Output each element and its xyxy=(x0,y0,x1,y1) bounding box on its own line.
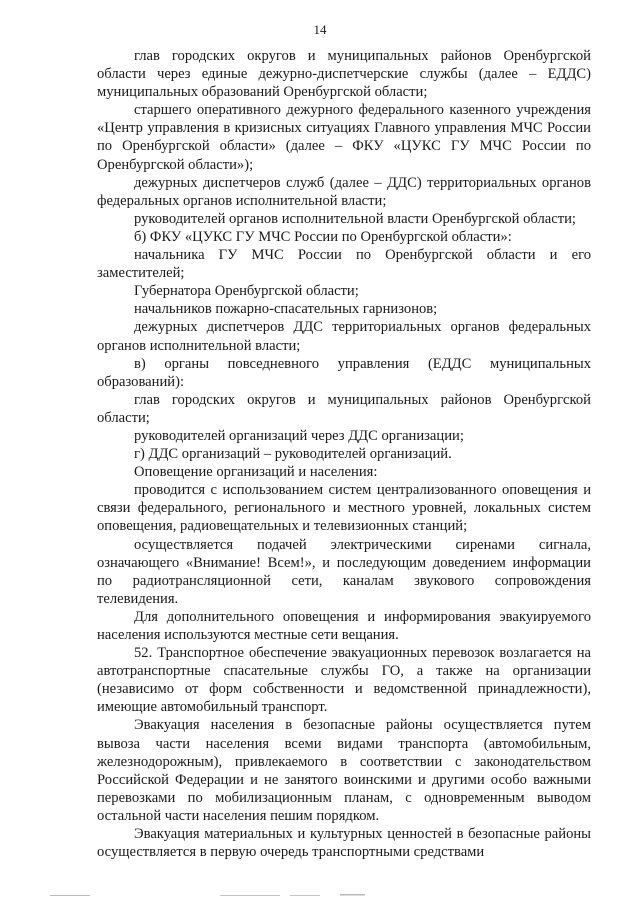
document-body xyxy=(97,47,591,861)
paragraph: Губернатора Оренбургской области; xyxy=(134,283,359,300)
paragraph: 52. Транспортное обеспечение эвакуационных перевозок возлагается на автотранспортные спасательные службы ГО, а также на организации (независимо от форм собственности и ведомственной принадлежности), имеющие автомобильный транспорт. xyxy=(97,645,591,716)
paragraph: г) ДДС организаций – руководителей организаций. xyxy=(134,446,452,463)
paragraph: проводится с использованием систем централизованного оповещения и связи федерального, регионального и местного уровней, локальных систем оповещения, радиовещательных и телевизионных станций; xyxy=(97,482,591,535)
paragraph: руководителей органов исполнительной власти Оренбургской области; xyxy=(134,210,576,227)
paragraph: в) органы повседневного управления (ЕДДС муниципальных образований): xyxy=(97,355,591,390)
paragraph: начальника ГУ МЧС России по Оренбургской области и его заместителей; xyxy=(97,247,591,282)
paragraph: Эвакуация материальных и культурных ценностей в безопасные районы осуществляется в первую очередь транспортными средствами xyxy=(97,826,591,861)
paragraph: дежурных диспетчеров служб (далее – ДДС) территориальных органов федеральных органов исполнительной власти; xyxy=(97,174,591,209)
paragraph: глав городских округов и муниципальных районов Оренбургской области; xyxy=(97,391,591,426)
paragraph: начальников пожарно-спасательных гарнизонов; xyxy=(134,301,438,318)
page-number: 14 xyxy=(313,22,327,37)
paragraph: Эвакуация населения в безопасные районы осуществляется путем вывоза части населения всеми видами транспорта (автомобильным, железнодорожным), привлекаемого в соответствии с законодательством Российской Федерации и не занятого воинскими и другими особо важными перевозками по мобилизационным планам, с одновременным выводом остальной части населения пешим порядком. xyxy=(97,717,591,824)
scan-artifact xyxy=(40,893,600,899)
paragraph: дежурных диспетчеров ДДС территориальных органов федеральных органов исполнительной власти; xyxy=(97,319,591,354)
paragraph: Для дополнительного оповещения и информирования эвакуируемого населения используются местные сети вещания. xyxy=(97,608,591,643)
paragraph: глав городских округов и муниципальных районов Оренбургской области через единые дежурно-диспетчерские службы (далее – ЕДДС) муниципальных образований Оренбургской области; xyxy=(97,48,591,101)
paragraph: Оповещение организаций и населения: xyxy=(134,464,378,481)
paragraph: б) ФКУ «ЦУКС ГУ МЧС России по Оренбургской области»: xyxy=(134,228,512,245)
paragraph: старшего оперативного дежурного федерального казенного учреждения «Центр управления в кризисных ситуациях Главного управления МЧС России по Оренбургской области» (далее – ФКУ «ЦУКС ГУ МЧС России по Оренбургской области»); xyxy=(97,102,591,173)
paragraph: руководителей организаций через ДДС организации; xyxy=(134,427,464,444)
paragraph: осуществляется подачей электрическими сиренами сигнала, означающего «Внимание! Всем!», и последующим доведением информации по радиотрансляционной сети, каналам звукового сопровождения телевидения. xyxy=(97,536,591,607)
